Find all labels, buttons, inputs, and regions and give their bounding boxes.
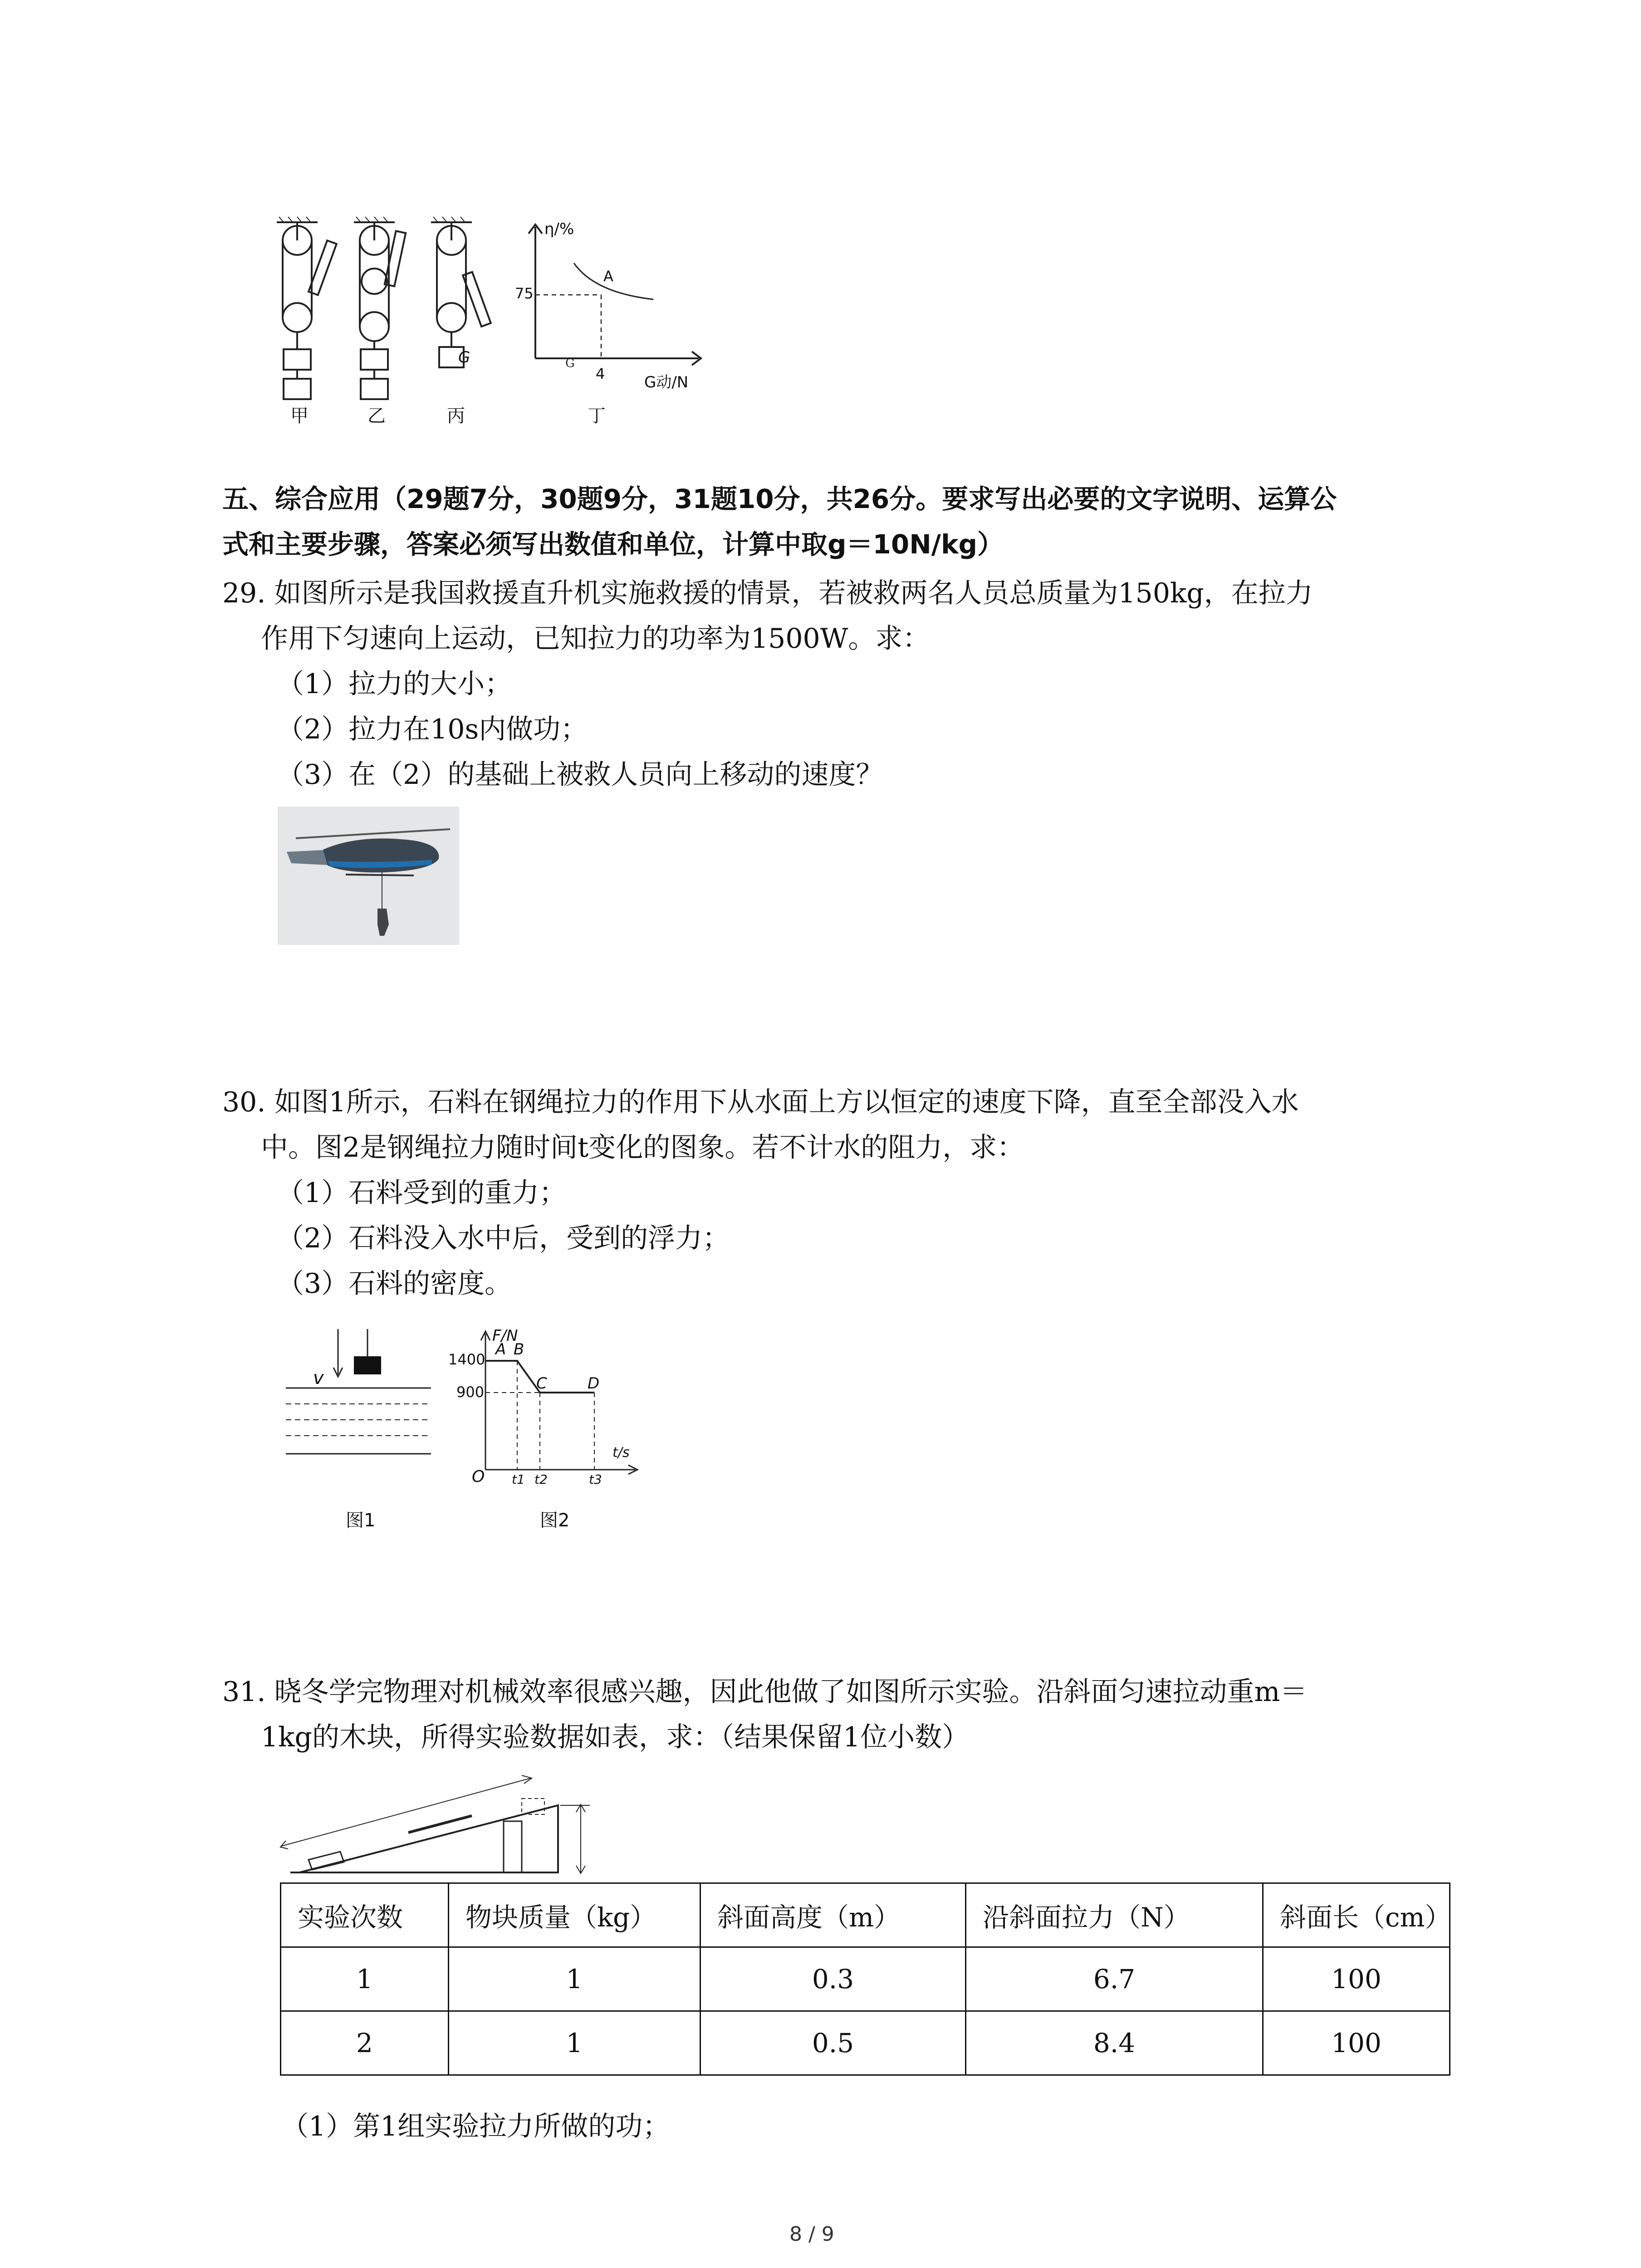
q29-sub3: （3）在（2）的基础上被救人员向上移动的速度？ [277,759,883,791]
table-cell: 100 [1263,1947,1450,2011]
section-heading-line2: 式和主要步骤，答案必须写出数值和单位，计算中取g＝10N/kg） [222,529,1004,560]
q30-fig1-caption: 图1 [346,1510,376,1531]
graph-y-tick: 75 [515,285,534,302]
q30-fig2-xtick-t1: t1 [512,1472,525,1487]
q30-fig2-point-a: A [495,1340,506,1359]
q31-sub1: （1）第1组实验拉力所做的功； [281,2111,670,2142]
q31-data-table [280,1882,1450,2076]
q30-sub2: （2）石料没入水中后，受到的浮力； [277,1222,730,1254]
q30-fig2-point-b: B [514,1340,524,1359]
table-cell: 8.4 [966,2011,1263,2075]
table-header-cell: 沿斜面拉力（N） [966,1883,1263,1947]
table-header-cell: 斜面长（cm） [1263,1883,1450,1947]
q30-fig2-x-label: t/s [612,1445,630,1461]
pulley-label-bing: 丙 [447,406,465,426]
table-cell: 1 [449,2011,700,2075]
pulley-label-jia: 甲 [290,406,309,426]
pulley-label-yi: 乙 [367,406,386,426]
q30-fig2-caption: 图2 [540,1510,570,1531]
table-cell: 6.7 [966,1947,1263,2011]
q30-line2: 中。图2是钢绳拉力随时间t变化的图象。若不计水的阻力，求： [261,1132,1024,1163]
table-cell: 2 [281,2011,449,2075]
q30-fig2-origin: O [472,1467,485,1486]
q29-sub1: （1）拉力的大小； [277,668,512,700]
graph-y-axis-label: η/% [544,220,574,238]
q29-line2: 作用下匀速向上运动，已知拉力的功率为1500W。求： [261,623,930,655]
q31-incline-figure [277,1769,594,1880]
table-cell: 0.3 [700,1947,966,2011]
q31-line1: 31. 晓冬学完物理对机械效率很感兴趣，因此他做了如图所示实验。沿斜面匀速拉动重m＝ [222,1676,1308,1708]
table-cell: 100 [1263,2011,1450,2075]
pulley-graph-block-g: G [565,357,575,370]
helicopter-photo [278,807,459,945]
table-cell: 0.5 [700,2011,966,2075]
q29-line1: 29. 如图所示是我国救援直升机实施救援的情景，若被救两名人员总质量为150kg，在拉力 [222,577,1313,609]
q30-fig2-ytick-900: 900 [456,1383,485,1401]
q30-fig2-xtick-t3: t3 [589,1472,602,1487]
q30-sub3: （3）石料的密度。 [277,1268,512,1300]
table-header-row [281,1883,1450,1947]
q30-fig2-y-label: F/N [492,1327,518,1345]
section-heading-line1: 五、综合应用（29题7分，30题9分，31题10分，共26分。要求写出必要的文字说明、运算公 [222,484,1337,514]
q30-figure2 [454,1325,644,1488]
table-header-cell: 实验次数 [281,1883,449,1947]
graph-point-label: A [603,268,613,285]
q30-fig2-xtick-t2: t2 [534,1472,548,1487]
page-number: 8 / 9 [789,2223,834,2246]
pulley-label-ding: 丁 [588,406,606,426]
q30-fig2-ytick-1400: 1400 [448,1351,485,1368]
table-cell: 1 [281,1947,449,2011]
q30-line1: 30. 如图1所示，石料在钢绳拉力的作用下从水面上方以恒定的速度下降，直至全部没入水 [222,1086,1299,1118]
q30-fig2-point-d: D [588,1374,600,1393]
q30-figure1 [281,1329,436,1483]
q31-line2: 1kg的木块，所得实验数据如表，求：（结果保留1位小数） [261,1721,970,1753]
pulley-g-label: G [458,348,470,367]
pulley-figure [268,213,721,435]
graph-x-tick: 4 [596,365,605,382]
table-header-cell: 物块质量（kg） [449,1883,700,1947]
q29-sub2: （2）拉力在10s内做功； [277,714,588,745]
q30-fig2-point-c: C [536,1374,547,1393]
table-row [281,1947,1450,2011]
table-header-cell: 斜面高度（m） [700,1883,966,1947]
graph-x-axis-label: G动/N [644,373,689,391]
table-row [281,2011,1450,2075]
q30-fig1-v-label: v [313,1368,324,1388]
table-cell: 1 [449,1947,700,2011]
q30-sub1: （1）石料受到的重力； [277,1177,567,1209]
